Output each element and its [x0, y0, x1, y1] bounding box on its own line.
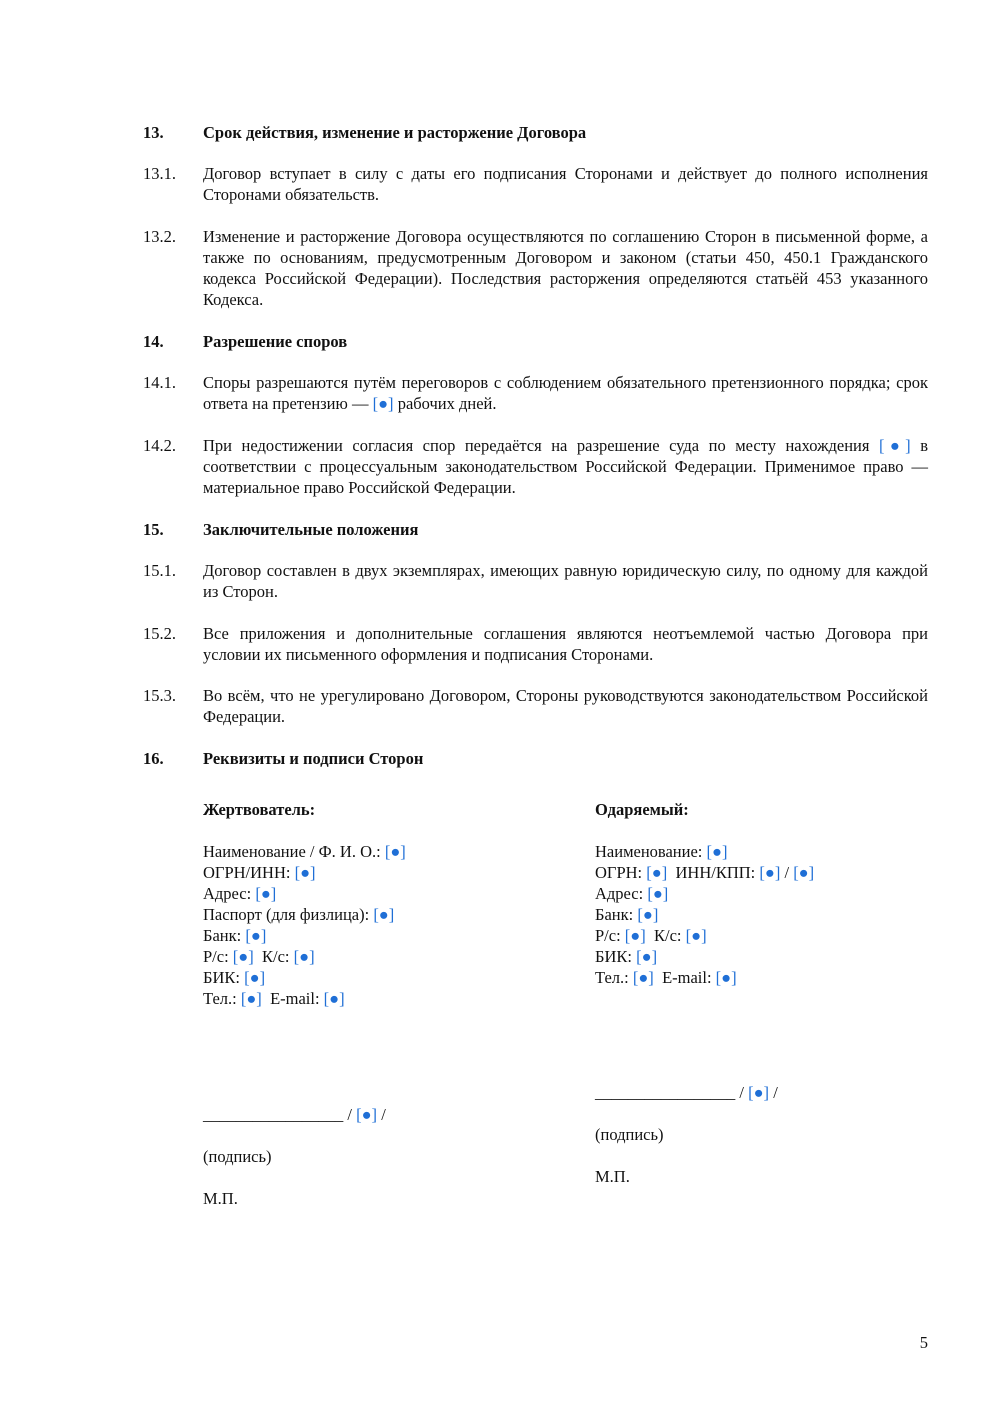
separator: /: [780, 863, 794, 882]
recipient-signature-block: [595, 1082, 955, 1187]
clause-number: 15.2.: [143, 624, 176, 643]
signature-line-end: /: [769, 1083, 778, 1102]
placeholder-marker: [●]: [624, 926, 646, 945]
clause-number: 14.1.: [143, 373, 176, 392]
donor-name-line: [203, 841, 563, 862]
field-label: К/с:: [645, 926, 686, 945]
donor-address-line: [203, 883, 563, 904]
placeholder-marker: [●]: [373, 905, 395, 924]
placeholder-marker: [●]: [356, 1105, 378, 1124]
clause-text-part: Споры разрешаются путём переговоров с соблюдением обязательного претензионного порядка; срок ответа на претензию —: [203, 373, 928, 413]
recipient-bank-line: [595, 904, 955, 925]
donor-title: Жертвователь:: [203, 800, 316, 819]
signature-line: _________________ /: [203, 1105, 357, 1124]
section-title: Реквизиты и подписи Сторон: [203, 749, 424, 768]
placeholder-marker: [●]: [632, 968, 654, 987]
placeholder-marker: [●]: [232, 947, 254, 966]
field-label: Адрес:: [595, 884, 648, 903]
placeholder-marker: [●]: [637, 905, 659, 924]
clause-text: Договор составлен в двух экземплярах, имеющих равную юридическую силу, по одному для каждой из Сторон.: [203, 561, 928, 601]
placeholder-marker: [●]: [748, 1083, 770, 1102]
donor-signature-block: [203, 1104, 563, 1209]
clause-text-part: рабочих дней.: [393, 394, 497, 413]
donor-passport-line: [203, 904, 563, 925]
field-label: ОГРН/ИНН:: [203, 863, 295, 882]
clause-number: 13.2.: [143, 227, 176, 246]
field-label: БИК:: [595, 947, 637, 966]
section-number: 14.: [143, 332, 164, 351]
clause-text: [203, 435, 928, 498]
clause-text: Во всём, что не урегулировано Договором, Стороны руководствуются законодательством Российской Федерации.: [203, 686, 928, 726]
field-label: ИНН/КПП:: [667, 863, 760, 882]
signature-line-end: /: [377, 1105, 386, 1124]
field-label: К/с:: [253, 947, 294, 966]
placeholder-marker: [●]: [793, 863, 815, 882]
clause-14-1: [143, 372, 928, 414]
clause-text: Все приложения и дополнительные соглашения являются неотъемлемой частью Договора при условии их письменного оформления и подписания Сторонами.: [203, 624, 928, 664]
field-label: Банк:: [595, 905, 638, 924]
placeholder-marker: [●]: [878, 436, 911, 455]
donor-ogrn-inn-line: [203, 862, 563, 883]
field-label: Адрес:: [203, 884, 256, 903]
placeholder-marker: [●]: [323, 989, 345, 1008]
recipient-signature-line: [595, 1082, 955, 1103]
placeholder-marker: [●]: [646, 863, 668, 882]
page-number: 5: [919, 1333, 928, 1352]
recipient-signature-caption: (подпись): [595, 1125, 664, 1144]
placeholder-marker: [●]: [255, 884, 277, 903]
clause-14-2: [143, 435, 928, 498]
donor-bik-line: [203, 967, 563, 988]
field-label: E-mail:: [653, 968, 716, 987]
section-title: Заключительные положения: [203, 520, 419, 539]
field-label: Тел.:: [595, 968, 633, 987]
clause-13-1: [143, 163, 928, 205]
field-label: Р/с:: [595, 926, 625, 945]
field-label: Банк:: [203, 926, 246, 945]
placeholder-marker: [●]: [244, 968, 266, 987]
clause-15-2: [143, 623, 928, 665]
field-label: БИК:: [203, 968, 245, 987]
clause-15-3: [143, 685, 928, 727]
donor-requisites: [203, 799, 563, 1009]
placeholder-marker: [●]: [245, 926, 267, 945]
recipient-accounts-line: [595, 925, 955, 946]
placeholder-marker: [●]: [759, 863, 781, 882]
field-label: E-mail:: [261, 989, 324, 1008]
placeholder-marker: [●]: [294, 863, 316, 882]
section-title: Разрешение споров: [203, 332, 348, 351]
placeholder-marker: [●]: [685, 926, 707, 945]
placeholder-marker: [●]: [240, 989, 262, 1008]
clause-text-part: в соответствии с процессуальным законодательством Российской Федерации. Применимое право — материальное право Российской Федерации.: [203, 436, 928, 497]
field-label: Наименование / Ф. И. О.:: [203, 842, 385, 861]
field-label: ОГРН:: [595, 863, 647, 882]
clause-15-1: [143, 560, 928, 602]
recipient-bik-line: [595, 946, 955, 967]
field-label: Паспорт (для физлица):: [203, 905, 374, 924]
placeholder-marker: [●]: [647, 884, 669, 903]
donor-contacts-line: [203, 988, 563, 1009]
section-number: 13.: [143, 123, 164, 142]
field-label: Тел.:: [203, 989, 241, 1008]
signature-line: _________________ /: [595, 1083, 749, 1102]
recipient-address-line: [595, 883, 955, 904]
clause-text: Договор вступает в силу с даты его подписания Сторонами и действует до полного исполнения Сторонами обязательств.: [203, 164, 928, 204]
recipient-ogrn-inn-kpp-line: [595, 862, 955, 883]
section-number: 16.: [143, 749, 164, 768]
donor-accounts-line: [203, 946, 563, 967]
field-label: Наименование:: [595, 842, 707, 861]
clause-text: [203, 372, 928, 414]
clause-13-2: [143, 226, 928, 310]
placeholder-marker: [●]: [715, 968, 737, 987]
clause-number: 15.3.: [143, 686, 176, 705]
donor-stamp-label: М.П.: [203, 1189, 238, 1208]
clause-number: 15.1.: [143, 561, 176, 580]
placeholder-marker: [●]: [372, 394, 394, 413]
recipient-title: Одаряемый:: [595, 800, 689, 819]
section-title: Срок действия, изменение и расторжение Договора: [203, 123, 587, 142]
clause-text-part: При недостижении согласия спор передаётся на разрешение суда по месту нахождения: [203, 436, 879, 455]
donor-bank-line: [203, 925, 563, 946]
clause-number: 13.1.: [143, 164, 176, 183]
clause-number: 14.2.: [143, 436, 176, 455]
donor-signature-caption: (подпись): [203, 1147, 272, 1166]
recipient-contacts-line: [595, 967, 955, 988]
placeholder-marker: [●]: [706, 842, 728, 861]
section-number: 15.: [143, 520, 164, 539]
clause-text: Изменение и расторжение Договора осуществляются по соглашению Сторон в письменной форме, а также по основаниям, предусмотренным Договором и законом (статьи 450, 450.1 Гражданского кодекса Российской Федерации). Последствия расторжения определяются статьёй 453 указанного Кодекса.: [203, 227, 928, 309]
field-label: Р/с:: [203, 947, 233, 966]
recipient-stamp-label: М.П.: [595, 1167, 630, 1186]
placeholder-marker: [●]: [293, 947, 315, 966]
placeholder-marker: [●]: [384, 842, 406, 861]
recipient-name-line: [595, 841, 955, 862]
placeholder-marker: [●]: [636, 947, 658, 966]
recipient-requisites: [595, 799, 955, 988]
donor-signature-line: [203, 1104, 563, 1125]
